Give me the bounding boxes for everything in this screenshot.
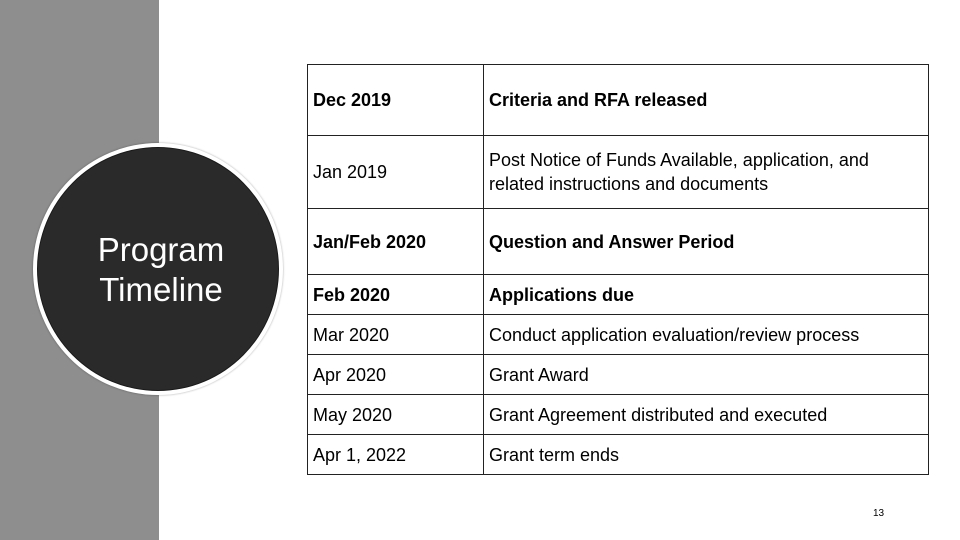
date-cell: Apr 2020 <box>308 355 484 395</box>
date-cell: Jan/Feb 2020 <box>308 209 484 275</box>
table-row <box>308 65 929 136</box>
event-cell: Applications due <box>484 275 929 315</box>
table-row <box>308 435 929 475</box>
slide-title: Program Timeline <box>97 231 225 308</box>
event-cell: Grant Award <box>484 355 929 395</box>
table-row <box>308 355 929 395</box>
date-cell: Feb 2020 <box>308 275 484 315</box>
date-cell: Apr 1, 2022 <box>308 435 484 475</box>
page-number: 13 <box>873 508 885 519</box>
date-cell: Mar 2020 <box>308 315 484 355</box>
table-row <box>308 275 929 315</box>
date-cell: May 2020 <box>308 395 484 435</box>
date-cell: Jan 2019 <box>308 136 484 209</box>
event-cell: Criteria and RFA released <box>484 65 929 136</box>
event-cell: Post Notice of Funds Available, application, and related instructions and documents <box>484 136 929 209</box>
table-row <box>308 315 929 355</box>
event-cell: Conduct application evaluation/review process <box>484 315 929 355</box>
event-cell: Grant term ends <box>484 435 929 475</box>
date-cell: Dec 2019 <box>308 65 484 136</box>
timeline-table <box>307 64 929 475</box>
table-row <box>308 136 929 209</box>
table-row <box>308 395 929 435</box>
table-row <box>308 209 929 275</box>
event-cell: Question and Answer Period <box>484 209 929 275</box>
event-cell: Grant Agreement distributed and executed <box>484 395 929 435</box>
